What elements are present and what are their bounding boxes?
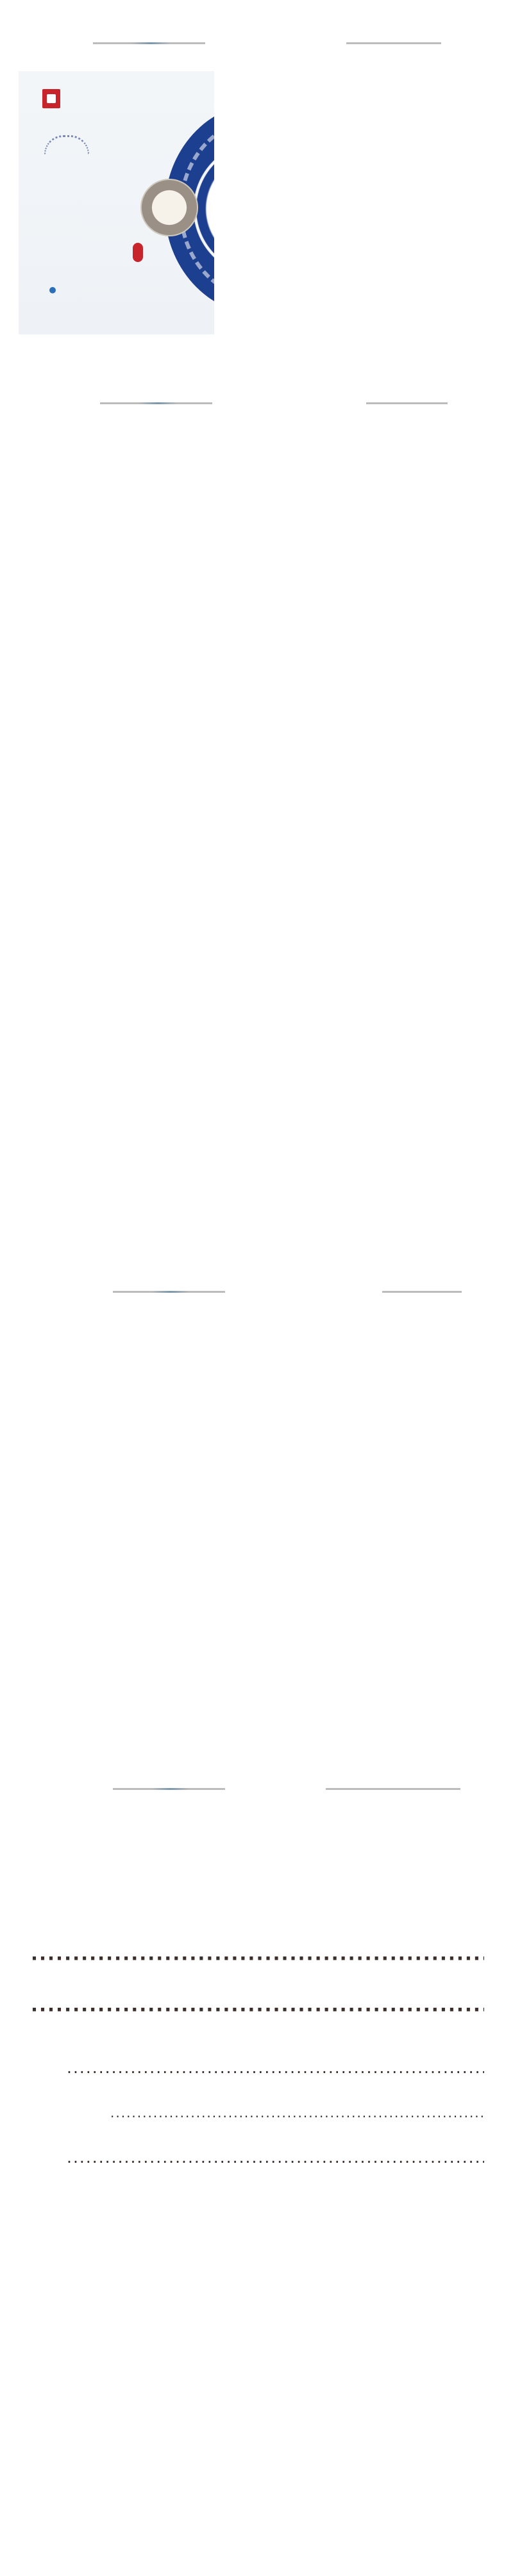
- divider-right: [382, 1291, 462, 1293]
- section-header-content: [0, 1256, 513, 1333]
- press-logo-icon: [49, 287, 56, 293]
- divider-right: [366, 402, 448, 404]
- divider-accent: [151, 1788, 190, 1790]
- divider-accent: [151, 1291, 190, 1293]
- red-seal-icon: [133, 243, 143, 262]
- toc-entry[interactable]: [109, 2109, 485, 2124]
- toc-dot-leader: [110, 2109, 484, 2124]
- toc-dot-leader: [67, 2153, 484, 2171]
- section-header-editor: [0, 368, 513, 445]
- divider-left: [100, 402, 212, 404]
- crane-feather-icon: [44, 135, 89, 154]
- divider-accent: [131, 42, 170, 44]
- toc-entry[interactable]: [65, 2063, 485, 2081]
- toc-entry[interactable]: [65, 2153, 485, 2171]
- divider-left: [93, 42, 205, 44]
- author-medallion: [140, 179, 198, 236]
- toc-entry[interactable]: [29, 1948, 485, 1969]
- toc-dot-leader: [67, 2063, 484, 2081]
- divider-right: [346, 42, 441, 44]
- divider-accent: [139, 402, 177, 404]
- toc-dot-leader: [31, 1999, 484, 2021]
- divider-left: [113, 1291, 225, 1293]
- book-cover-image: [19, 71, 214, 334]
- toc-entry[interactable]: [29, 1999, 485, 2021]
- section-header-catalogue: [0, 1753, 513, 1830]
- divider-left: [113, 1788, 225, 1790]
- publisher-logo-icon: [42, 89, 60, 108]
- toc-dot-leader: [31, 1948, 484, 1969]
- divider-right: [326, 1788, 460, 1790]
